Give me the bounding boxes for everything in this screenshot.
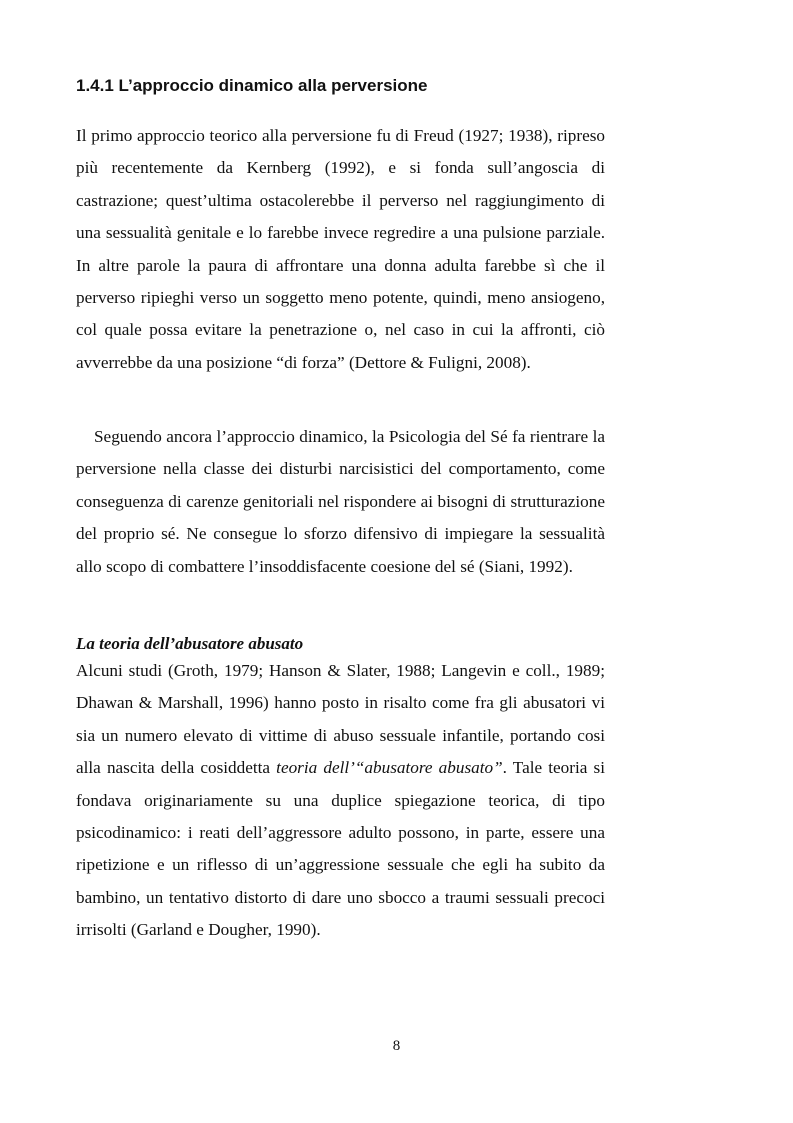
theory-name: teoria dell’“abusatore abusato” — [276, 758, 503, 778]
paragraph-abuser-theory — [76, 655, 605, 947]
section-heading: 1.4.1 L’approccio dinamico alla perversione — [76, 76, 428, 95]
page-number: 8 — [392, 1038, 401, 1054]
paragraph-freud: Il primo approccio teorico alla perversione fu di Freud (1927; 1938), ripreso più recentemente da Kernberg (1992), e si fonda sull’angoscia di castrazione; quest’ultima ostacolerebbe il perverso nel raggiungimento di una sessualità genitale e lo farebbe invece regredire a una pulsione parziale. In altre parole la paura di affrontare una donna adulta farebbe sì che il perverso ripieghi verso un soggetto meno potente, quindi, meno ansiogeno, col quale possa evitare la penetrazione o, nel caso in cui la affronti, ciò avverrebbe da una posizione “di forza” (Dettore & Fuligni, 2008). — [76, 126, 605, 372]
paragraph-self-psychology: Seguendo ancora l’approccio dinamico, la Psicologia del Sé fa rientrare la perversione nella classe dei disturbi narcisistici del comportamento, come conseguenza di carenze genitoriali nel rispondere ai bisogni di strutturazione del proprio sé. Ne consegue lo sforzo difensivo di impiegare la sessualità allo scopo di combattere l’insoddisfacente coesione del sé (Siani, 1992). — [76, 427, 605, 576]
subsection-title: La teoria dell’abusatore abusato — [76, 634, 304, 653]
paragraph-text-start: Alcuni studi (Groth, 1979; Hanson & Slater, 1988; Langevin e coll., 1989; Dhawan & Marshall, 1996) hanno posto in risalto come fra gli abusatori vi sia un numero elevato di vittime di abuso sessuale infantile, portando cosi alla nascita della cosiddetta — [76, 661, 605, 778]
paragraph-text-end: . Tale teoria si fondava originariamente su una duplice spiegazione teorica, di tipo psicodinamico: i reati dell’aggressore adulto possono, in parte, essere una ripetizione e un riflesso di un’aggressione sessuale che egli ha subito da bambino, un tentativo distorto di dare uno sbocco a traumi sessuali precoci irrisolti (Garland e Dougher, 1990). — [76, 758, 605, 940]
